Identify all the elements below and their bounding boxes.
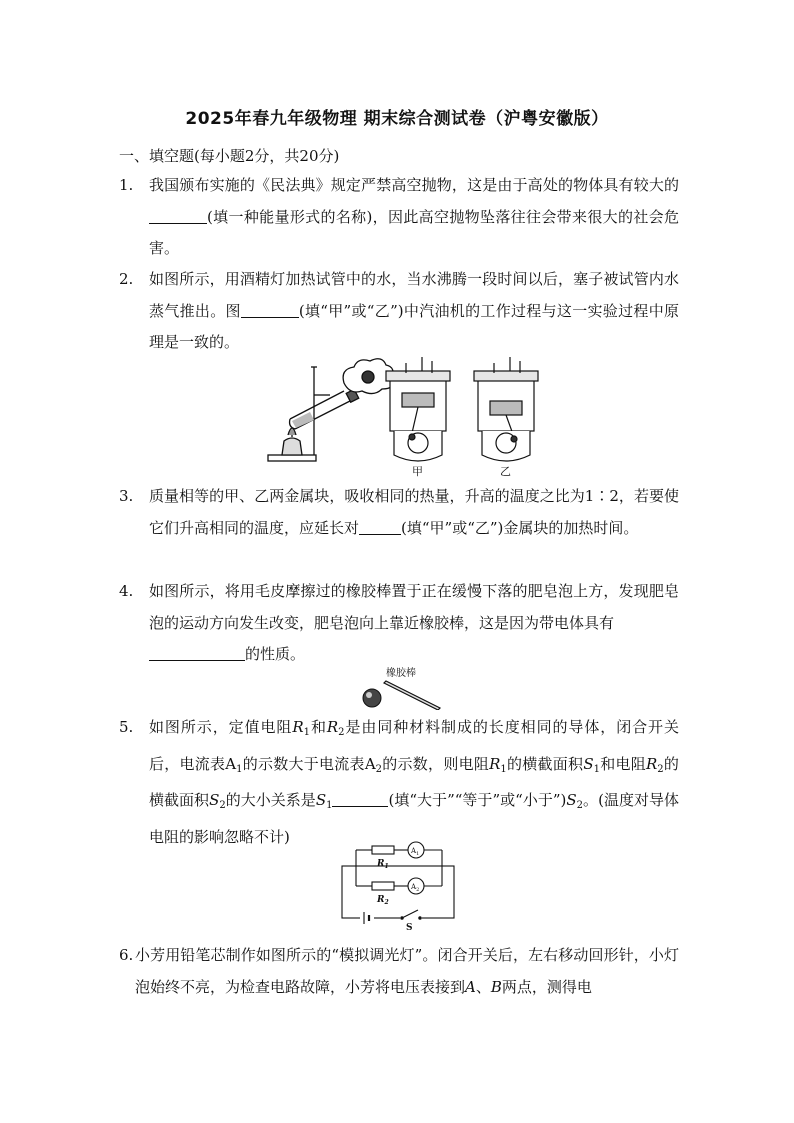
symbol-r: R — [292, 718, 304, 736]
resistor-r2 — [372, 882, 394, 890]
question-text: 的性质。 — [245, 645, 306, 663]
subscript: 2 — [219, 800, 226, 811]
symbol-s: S — [583, 754, 594, 773]
subscript: 1 — [326, 800, 333, 811]
engine-yi-label: 乙 — [500, 465, 511, 478]
label-a1: $A_1$ — [411, 847, 420, 857]
question-3 — [119, 481, 679, 544]
subscript: 2 — [576, 800, 584, 811]
alcohol-lamp-apparatus — [268, 359, 393, 461]
answer-blank[interactable] — [149, 208, 207, 224]
question-number: 3. — [119, 487, 134, 505]
section-heading: 一、填空题(每小题2分，共20分) — [119, 147, 340, 165]
q5-circuit-diagram — [340, 838, 458, 932]
question-4 — [119, 576, 679, 671]
symbol-s: S — [566, 791, 577, 809]
question-text: (填一种能量形式的名称)，因此高空抛物坠落往往会带来很大的社会危害。 — [149, 207, 679, 257]
question-text: 的横截面积 — [149, 754, 679, 809]
subscript: 2 — [338, 727, 345, 738]
point-a: A — [465, 977, 476, 996]
symbol-r: R — [489, 754, 501, 773]
engine-jia-label: 甲 — [412, 465, 423, 478]
question-text: 两点，测得电 — [501, 977, 592, 996]
subscript: 1 — [303, 727, 311, 738]
question-number: 5. — [119, 718, 134, 736]
question-number: 2. — [119, 270, 134, 288]
question-2 — [119, 264, 679, 359]
question-text: 小芳用铅笔芯制作如图所示的“模拟调光灯”。闭合开关后，左右移动回形针，小灯泡始终不亮，为检查电路故障，小芳将电压表接到 — [135, 946, 679, 996]
question-5 — [119, 712, 679, 853]
subscript: 1 — [500, 763, 507, 775]
question-text: (填“甲”或“乙”)中汽油机的工作过程与这一实验过程中原理是一致的。 — [149, 301, 679, 351]
label-r2: $R_2$ — [377, 895, 389, 906]
question-text: 质量相等的甲、乙两金属块，吸收相同的热量，升高的温度之比为1∶2，若要使它们升高相同的温度，应延长对 — [149, 487, 679, 537]
resistor-r1 — [372, 846, 394, 854]
symbol-s: S — [315, 791, 327, 809]
rubber-rod-label: 橡胶棒 — [386, 668, 416, 679]
question-text: 和 — [310, 718, 327, 736]
question-6 — [119, 940, 679, 1003]
question-text: 。(温度对导体电阻的影响忽略不计) — [149, 791, 679, 846]
answer-blank[interactable] — [149, 645, 245, 661]
question-text: (填“甲”或“乙”)金属块的加热时间。 — [401, 518, 639, 537]
q4-figure — [356, 664, 446, 710]
subscript: 1 — [593, 763, 600, 775]
question-text: 的示数，则电阻 — [382, 754, 490, 773]
symbol-s: S — [209, 791, 220, 809]
question-text: 我国颁布实施的《民法典》规定严禁高空抛物，这是由于高处的物体具有较大的 — [149, 176, 679, 194]
question-text: (填“大于”“等于”或“小于”) — [388, 791, 567, 809]
page-title: 2025年春九年级物理 期末综合测试卷（沪粤安徽版） — [185, 109, 609, 129]
question-number: 4. — [119, 582, 134, 600]
answer-blank[interactable] — [359, 519, 401, 535]
subscript: 2 — [375, 763, 383, 775]
question-1 — [119, 170, 679, 265]
engine-yi — [474, 357, 538, 461]
question-number: 6. — [119, 946, 134, 964]
point-b: B — [490, 977, 502, 996]
answer-blank[interactable] — [332, 791, 388, 807]
question-number: 1. — [119, 176, 134, 194]
symbol-r: R — [326, 718, 339, 736]
question-text: 如图所示，用酒精灯加热试管中的水，当水沸腾一段时间以后，塞子被试管内水蒸气推出。图 — [149, 270, 679, 320]
question-text: 如图所示，将用毛皮摩擦过的橡胶棒置于正在缓慢下落的肥皂泡上方，发现肥皂泡的运动方向发生改变，肥皂泡向上靠近橡胶棒，这是因为带电体具有 — [149, 582, 679, 632]
question-text: 如图所示，定值电阻 — [149, 718, 293, 736]
question-text: 是由同种材料制成的长度相同的导体，闭合开关后，电流表A — [149, 718, 679, 773]
label-a2: $A_2$ — [411, 883, 420, 893]
subscript: 1 — [236, 763, 243, 775]
answer-blank[interactable] — [241, 302, 299, 318]
question-text: 、 — [475, 977, 491, 996]
symbol-r: R — [646, 754, 658, 773]
label-s: S — [406, 923, 413, 932]
question-text: 的示数大于电流表A — [242, 754, 376, 773]
label-r1: $R_1$ — [377, 859, 389, 870]
question-text: 的大小关系是 — [225, 791, 316, 809]
soap-bubble — [363, 689, 381, 707]
subscript: 2 — [657, 763, 664, 775]
q2-figure — [262, 355, 552, 480]
question-text: 和电阻 — [599, 754, 646, 773]
rubber-rod — [384, 681, 440, 710]
engine-jia — [386, 357, 450, 461]
question-text: 的横截面积 — [506, 754, 584, 773]
